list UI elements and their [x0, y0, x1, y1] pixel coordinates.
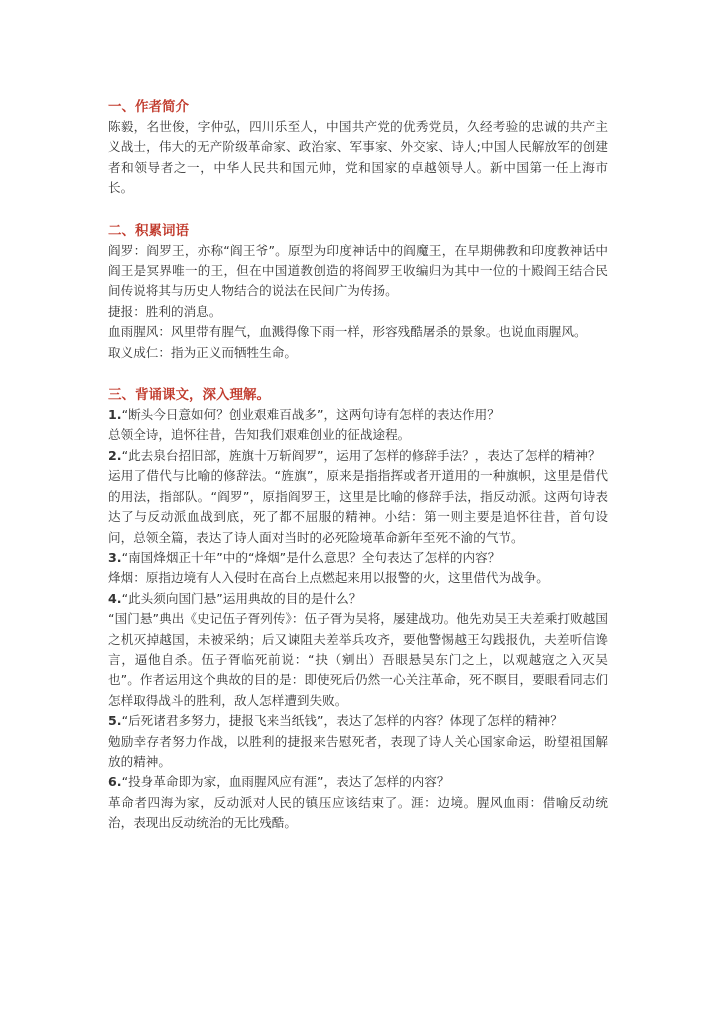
question-6 — [108, 772, 608, 792]
document-page — [108, 97, 608, 834]
vocab-item-yanluo: 阎罗：阎罗王，亦称“阎王爷”。原型为印度神话中的阎魔王，在早期佛教和印度教神话中阎王是冥界唯一的王，但在中国道教创造的将阎罗王收编归为其中一位的十殿阎王结合民间传说将其与历史人物结合的说法在民间广为传扬。 — [108, 242, 608, 299]
section-title-recite: 三、背诵课文，深入理解。 — [108, 387, 270, 404]
answer-4: “国门悬”典出《史记伍子胥列传》：伍子胥为吴将，屡建战功。他先劝吴王夫差乘打败越国之机灭掉越国，未被采纳；后又谏阻夫差举兵攻齐，要他警惕越王勾践报仇，夫差听信谗言，逼他自杀。伍子胥临死前说：“抉（剜出）吾眼悬吴东门之上，以观越寇之入灭吴也”。作者运用这个典故的目的是：即使死后仍然一心关注革命，死不瞑目，要眼看同志们怎样取得战斗的胜利，敌人怎样遭到失败。 — [108, 611, 608, 708]
question-text: “南国烽烟正十年”中的“烽烟”是什么意思？全句表达了怎样的内容？ — [121, 549, 501, 565]
answer-2: 运用了借代与比喻的修辞法。“旌旗”，原来是指指挥或者开道用的一种旗帜，这里是借代的用法，指部队。“阎罗”，原指阎罗王，这里是比喻的修辞手法，指反动派。这两句诗表达了与反动派血战到底，死了都不屈服的精神。小结：第一则主要是追怀往昔，首句设问，总领全篇，表达了诗人面对当时的必死险境革命新年至死不渝的气节。 — [108, 468, 608, 545]
question-text: “后死诸君多努力，捷报飞来当纸钱”，表达了怎样的内容？体现了怎样的精神？ — [121, 713, 563, 729]
section-title-vocabulary: 二、积累词语 — [108, 222, 189, 239]
author-intro-text: 陈毅，名世俊，字仲弘，四川乐至人，中国共产党的优秀党员，久经考验的忠诚的共产主义战士，伟大的无产阶级革命家、政治家、军事家、外交家、诗人;中国人民解放军的创建者和领导者之一，中华人民共和国元帅，党和国家的卓越领导人。新中国第一任上海市长。 — [108, 119, 608, 196]
question-5 — [108, 711, 608, 731]
question-1 — [108, 405, 608, 425]
section-title-author: 一、作者简介 — [108, 99, 189, 115]
question-4 — [108, 589, 608, 609]
answer-3: 烽烟：原指边境有人入侵时在高台上点燃起来用以报警的火，这里借代为战争。 — [108, 570, 549, 586]
vocab-item-xueyu: 血雨腥风：风里带有腥气，血溅得像下雨一样，形容残酷屠杀的景象。也说血雨腥风。 — [108, 324, 587, 340]
answer-1: 总领全诗，追怀往昔，告知我们艰难创业的征战途程。 — [108, 427, 411, 443]
question-text: “此去泉台招旧部，旌旗十万斩阎罗”，运用了怎样的修辞手法？，表达了怎样的精神？ — [121, 447, 601, 463]
question-number: 5. — [108, 713, 122, 729]
question-text: “断头今日意如何？创业艰难百战多”，这两句诗有怎样的表达作用？ — [121, 407, 500, 423]
question-2 — [108, 446, 608, 466]
question-text: “投身革命即为家，血雨腥风应有涯”，表达了怎样的内容？ — [121, 774, 450, 790]
answer-5: 勉励幸存者努力作战，以胜利的捷报来告慰死者，表现了诗人关心国家命运，盼望祖国解放的精神。 — [108, 733, 608, 769]
question-number: 1. — [108, 407, 122, 423]
answer-6: 革命者四海为家，反动派对人民的镇压应该结束了。涯：边境。腥风血雨：借喻反动统治，表现出反动统治的无比残酷。 — [108, 794, 608, 831]
vocab-item-quyi: 取义成仁：指为正义而牺牲生命。 — [108, 344, 297, 360]
question-text: “此头须向国门悬”运用典故的目的是什么？ — [121, 590, 362, 606]
vocab-item-jiebao: 捷报：胜利的消息。 — [108, 303, 222, 319]
question-number: 2. — [108, 447, 122, 463]
question-3 — [108, 548, 608, 568]
question-number: 4. — [108, 590, 122, 606]
question-number: 3. — [108, 549, 122, 565]
question-number: 6. — [108, 774, 122, 790]
